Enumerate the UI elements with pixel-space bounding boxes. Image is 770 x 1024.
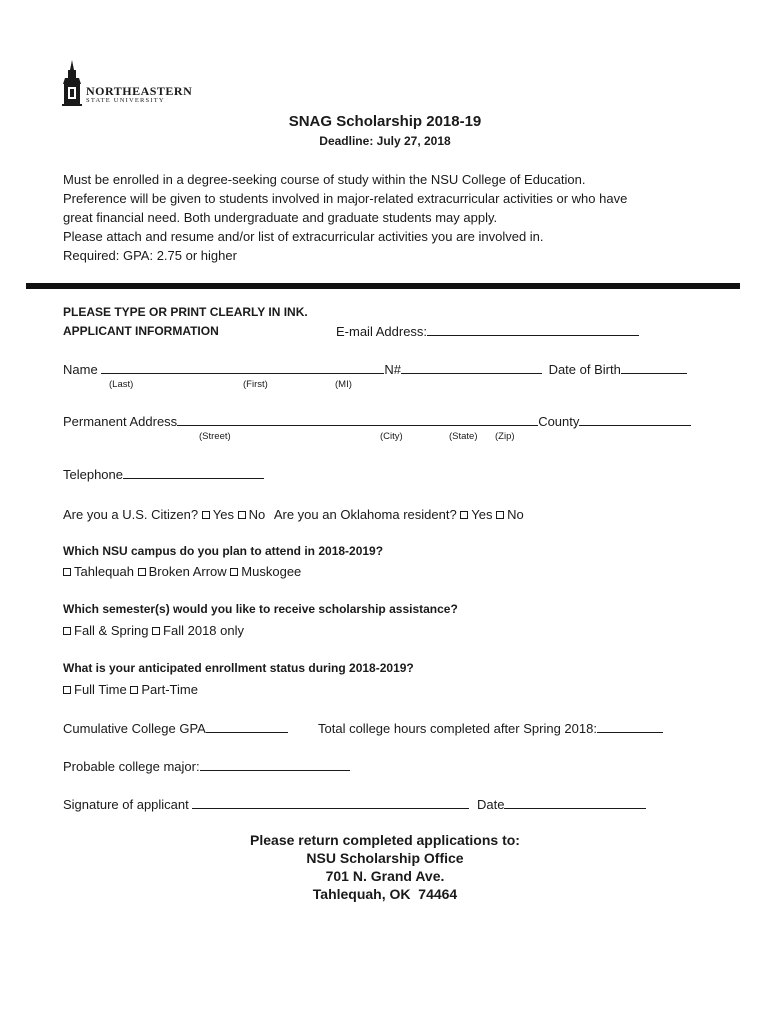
email-label: E-mail Address: [336,324,428,339]
resident-no-label: No [507,507,524,522]
date-field[interactable] [504,795,646,809]
name-row [63,360,687,379]
dob-label: Date of Birth [548,362,621,377]
county-label: County [538,414,580,429]
email-row [336,322,639,341]
address-sub-zip: (Zip) [495,431,515,442]
telephone-field[interactable] [123,465,264,479]
enroll-part-time-checkbox[interactable] [130,686,138,694]
enrollment-question: What is your anticipated enrollment status during 2018-2019? [63,661,414,675]
campus-tahlequah-checkbox[interactable] [63,568,71,576]
campus-options [63,562,301,581]
gpa-field[interactable] [206,719,288,733]
campus-muskogee-checkbox[interactable] [230,568,238,576]
telephone-row [63,465,264,484]
nnum-label: N# [384,362,401,377]
dob-field[interactable] [621,360,687,374]
major-label: Probable college major: [63,759,200,774]
semester-fall-spring-checkbox[interactable] [63,627,71,635]
return-line-2: NSU Scholarship Office [306,850,464,866]
resident-yes-label: Yes [471,507,493,522]
campus-broken-arrow-checkbox[interactable] [138,568,146,576]
gpa-label: Cumulative College GPA [63,721,206,736]
enroll-full-time-checkbox[interactable] [63,686,71,694]
county-field[interactable] [579,412,691,426]
name-sub-first: (First) [243,379,268,390]
resident-question: Are you an Oklahoma resident? [273,507,457,522]
signature-label: Signature of applicant [63,797,189,812]
signature-field[interactable] [192,795,469,809]
semester-fall-spring-label: Fall & Spring [74,623,149,638]
return-line-3: 701 N. Grand Ave. [325,868,445,884]
address-sub-street: (Street) [199,431,231,442]
intro-line-1: Must be enrolled in a degree-seeking course of study within the NSU College of Education. [63,172,586,187]
citizen-no-label: No [248,507,266,522]
citizen-no-checkbox[interactable] [238,511,246,519]
logo-line-2: STATE UNIVERSITY [86,97,165,104]
section-divider [26,283,740,289]
nnum-field[interactable] [401,360,542,374]
page-title: SNAG Scholarship 2018-19 [288,113,482,130]
citizenship-row [63,505,524,524]
name-field[interactable] [101,360,384,374]
logo-line-1: NORTHEASTERN [86,84,193,98]
citizen-yes-checkbox[interactable] [202,511,210,519]
return-line-4: Tahlequah, OK 74464 [312,886,458,902]
address-label: Permanent Address [63,414,178,429]
enrollment-options [63,680,198,699]
hours-row [318,719,663,738]
intro-line-3: great financial need. Both undergraduate and graduate students may apply. [63,210,498,225]
semester-options [63,621,244,640]
resident-yes-checkbox[interactable] [460,511,468,519]
type-note: PLEASE TYPE OR PRINT CLEARLY IN INK. [63,305,308,319]
name-sub-last: (Last) [109,379,134,390]
campus-question: Which NSU campus do you plan to attend in 2018-2019? [63,544,384,558]
citizen-question: Are you a U.S. Citizen? [63,507,199,522]
citizen-yes-label: Yes [212,507,234,522]
hours-field[interactable] [597,719,663,733]
intro-line-2: Preference will be given to students involved in major-related extracurricular activities or who have [63,191,628,206]
university-logo [62,60,202,106]
email-field[interactable] [427,322,639,336]
semester-fall-only-label: Fall 2018 only [163,623,244,638]
signature-row [63,795,646,814]
applicant-info-heading: APPLICANT INFORMATION [63,324,219,338]
enroll-full-time-label: Full Time [74,682,127,697]
intro-line-4: Please attach and resume and/or list of extracurricular activities you are involved in. [63,229,544,244]
semester-fall-only-checkbox[interactable] [152,627,160,635]
deadline: Deadline: July 27, 2018 [319,134,451,148]
campus-tahlequah-label: Tahlequah [74,564,134,579]
semester-question: Which semester(s) would you like to receive scholarship assistance? [63,602,458,616]
return-line-1: Please return completed applications to: [250,832,520,848]
resident-no-checkbox[interactable] [496,511,504,519]
enroll-part-time-label: Part-Time [141,682,198,697]
name-sub-mi: (MI) [335,379,352,390]
hours-label: Total college hours completed after Spring 2018: [318,721,597,736]
date-label: Date [477,797,505,812]
address-sub-city: (City) [380,431,403,442]
tower-icon [62,60,82,106]
address-field[interactable] [177,412,538,426]
address-row [63,412,691,431]
major-field[interactable] [200,757,350,771]
telephone-label: Telephone [63,467,123,482]
campus-muskogee-label: Muskogee [241,564,302,579]
name-label: Name [63,362,98,377]
address-sub-state: (State) [449,431,478,442]
major-row [63,757,350,776]
intro-line-5: Required: GPA: 2.75 or higher [63,248,237,263]
gpa-row [63,719,288,738]
campus-broken-arrow-label: Broken Arrow [148,564,227,579]
